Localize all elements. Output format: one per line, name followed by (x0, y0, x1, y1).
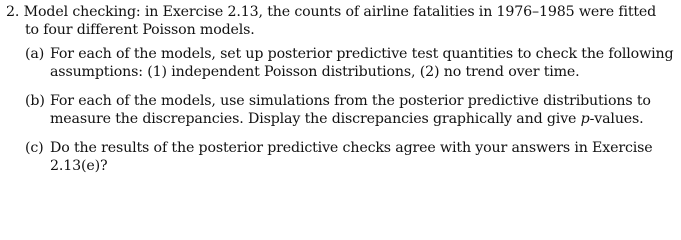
part-a-line-1: For each of the models, set up posterior predictive test quantities to check the following (50, 46, 674, 62)
part-c-line-1: Do the results of the posterior predictive checks agree with your answers in Exercise (50, 140, 653, 156)
problem-intro-text: in Exercise 2.13, the counts of airline fatalities in 1976–1985 were fitted (140, 4, 657, 20)
part-b-label: (b) (25, 93, 45, 109)
part-a-label: (a) (25, 46, 45, 62)
part-b-line-2-text: measure the discrepancies. Display the discrepancies graphically and give (50, 111, 581, 127)
problem-number: 2. (6, 4, 20, 20)
part-a-line-2: assumptions: (1) independent Poisson distributions, (2) no trend over time. (50, 64, 580, 80)
problem-intro-line-2: to four different Poisson models. (25, 22, 255, 38)
p-symbol: p (580, 111, 590, 127)
part-b-line-1: For each of the models, use simulations from the posterior predictive distributions to (50, 93, 651, 109)
part-b-line-2-end: -values. (589, 111, 644, 127)
part-c-label: (c) (25, 140, 44, 156)
part-c-line-2: 2.13(e)? (50, 158, 108, 174)
problem-title: Model checking: (23, 4, 141, 20)
part-b-line-2 (50, 110, 644, 128)
problem-intro-line-1 (6, 3, 656, 21)
